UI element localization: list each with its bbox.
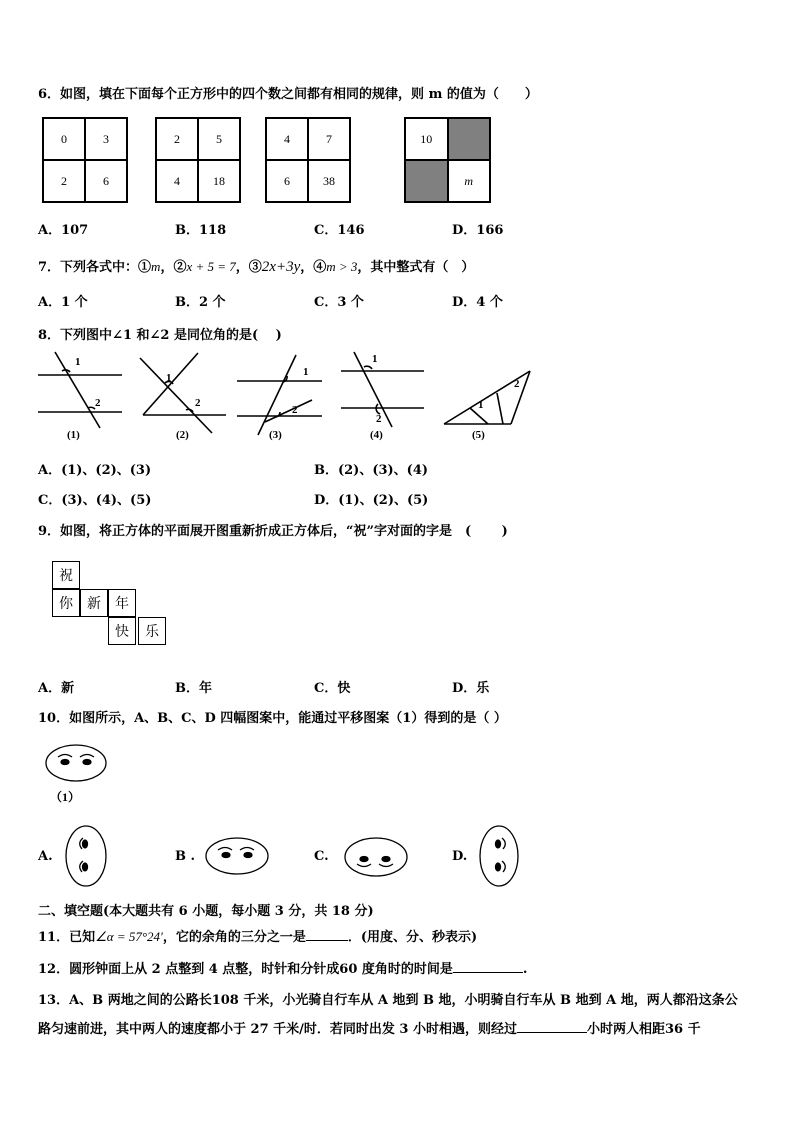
fig4-angle-2: 2 [376,413,382,425]
fig1-label: (1) [67,429,80,441]
eye [496,863,501,871]
fig2-angle-2: 2 [195,397,201,409]
q7-expr-1: m [151,259,161,274]
q11-answer-blank[interactable] [306,940,348,941]
net-face: 快 [108,617,136,645]
cell: 4 [156,160,198,202]
fig1-angle-2: 2 [95,397,101,409]
face-outline-b [206,838,268,874]
q8-option-a[interactable]: A．(1)、(2)、(3) [38,463,152,478]
q7-sep: ，④ [300,260,327,275]
q10-fig-label: （1） [50,790,81,804]
net-face: 祝 [52,561,80,589]
q8-option-b[interactable]: B．(2)、(3)、(4) [314,463,429,478]
q7-expr-3: 2x+3y [261,259,301,275]
face-outline-c [345,838,407,876]
fig5-angle-2: 2 [514,378,520,390]
q12-stem [38,958,527,977]
eye [83,840,88,848]
face-outline-d [480,826,518,886]
q10-stem: 10．如图所示，A、B、C、D 四幅图案中，能通过平移图案（1）得到的是（ ） [38,711,507,726]
fig4-label: (4) [370,429,383,441]
net-face: 你 [52,589,80,617]
q7-option-b[interactable]: B．2 个 [175,295,226,310]
net-face: 新 [80,589,108,617]
fig3-label: (3) [269,429,282,441]
q7-expr-4: m > 3 [326,259,358,274]
cell: 5 [198,118,240,160]
cell: 7 [308,118,350,160]
q6-option-c[interactable]: C．146 [314,223,365,238]
q7-sep: ，② [160,260,187,275]
cell: 10 [405,118,448,160]
fig2-angle-1: 1 [166,372,172,384]
q8-option-d[interactable]: D．(1)、(2)、(5) [314,493,429,508]
q6-option-a[interactable]: A．107 [38,223,89,238]
q11-stem [38,926,477,945]
face-outline [46,745,106,781]
q11-suffix: ，它的余角的三分之一是 [162,930,306,945]
cell: 38 [308,160,350,202]
q7-expr-2: x + 5 = 7 [186,259,236,274]
face-outline-a [66,826,106,886]
q10-option-c[interactable]: C. [314,849,329,864]
eye [83,760,91,765]
q7-suffix: ，其中整式有（ ） [357,260,475,275]
q6-option-d[interactable]: D．166 [452,223,504,238]
cell: 4 [266,118,308,160]
q10-option-d[interactable]: D. [452,849,468,864]
q11-prefix: 11．已知 [38,930,96,945]
fig2-label: (2) [176,429,189,441]
q9-option-c[interactable]: C．快 [314,681,351,696]
q8-option-c[interactable]: C．(3)、(4)、(5) [38,493,152,508]
cell: 18 [198,160,240,202]
q10-option-b[interactable]: B . [175,849,196,864]
brow [357,864,371,867]
fig4-angle-1: 1 [372,353,378,365]
q9-option-b[interactable]: B．年 [175,681,212,696]
q11-expr: ∠α = 57°24′ [95,929,163,944]
fig3-angle-2: 2 [292,404,298,416]
q6-option-b[interactable]: B．118 [175,223,227,238]
cell: 2 [156,118,198,160]
q12-answer-blank[interactable] [453,972,523,973]
eye [222,853,230,858]
section-heading: 二、填空题(本大题共有 6 小题，每小题 3 分，共 18 分) [38,904,374,919]
eye [61,760,69,765]
q13-answer-blank[interactable] [517,1032,587,1033]
cell: 6 [266,160,308,202]
q9-option-a[interactable]: A．新 [38,681,75,696]
q13-line2a: 路匀速前进，其中两人的速度都小于 27 千米/时．若同时出发 3 小时相遇，则经过 [38,1022,517,1037]
eye [244,853,252,858]
brow [240,848,254,851]
q12-prefix: 12．圆形钟面上从 2 点整到 4 点整，时针和分针成60 度角时的时间是 [38,962,453,977]
cell: 0 [43,118,85,160]
q7-option-d[interactable]: D．4 个 [452,295,503,310]
q10-option-a[interactable]: A. [38,849,53,864]
brow [218,848,232,851]
net-face: 年 [108,589,136,617]
q13-line1: 13．A、B 两地之间的公路长108 千米，小光骑自行车从 A 地到 B 地，小明骑自行车从 B 地到 A 地，两人都沿这条公 [38,993,738,1008]
q7-sep: ，③ [235,260,262,275]
net-face: 乐 [138,617,166,645]
eye [382,857,390,862]
cell: 3 [85,118,127,160]
q12-tail: . [522,962,528,977]
eye [83,863,88,871]
q7-option-a[interactable]: A．1 个 [38,295,88,310]
fig1-angle-1: 1 [75,356,81,368]
q8-stem: 8．下列图中∠1 和∠2 是同位角的是( ) [38,328,282,343]
cell-m: m [448,160,491,202]
cell: 2 [43,160,85,202]
eye [496,840,501,848]
q7-prefix: 7．下列各式中：① [38,260,152,275]
q7-option-c[interactable]: C．3 个 [314,295,364,310]
brow [58,755,72,758]
q13-line2 [38,1018,701,1037]
cell: 6 [85,160,127,202]
fig3-angle-1: 1 [303,366,309,378]
fig5-angle-1: 1 [478,399,484,411]
q11-tail: ．(用度、分、秒表示) [347,930,478,945]
eye [360,857,368,862]
q9-stem: 9．如图，将正方体的平面展开图重新折成正方体后，“祝”字对面的字是 ( ) [38,524,508,539]
brow [80,755,94,758]
fig5-label: (5) [472,429,485,441]
brow [379,864,393,867]
brow [502,838,505,849]
brow [502,861,505,872]
q13-line2b: 小时两人相距36 千 [587,1022,701,1037]
q9-option-d[interactable]: D．乐 [452,681,490,696]
q6-stem: 6．如图，填在下面每个正方形中的四个数之间都有相同的规律，则 m 的值为（ ） [38,87,538,102]
